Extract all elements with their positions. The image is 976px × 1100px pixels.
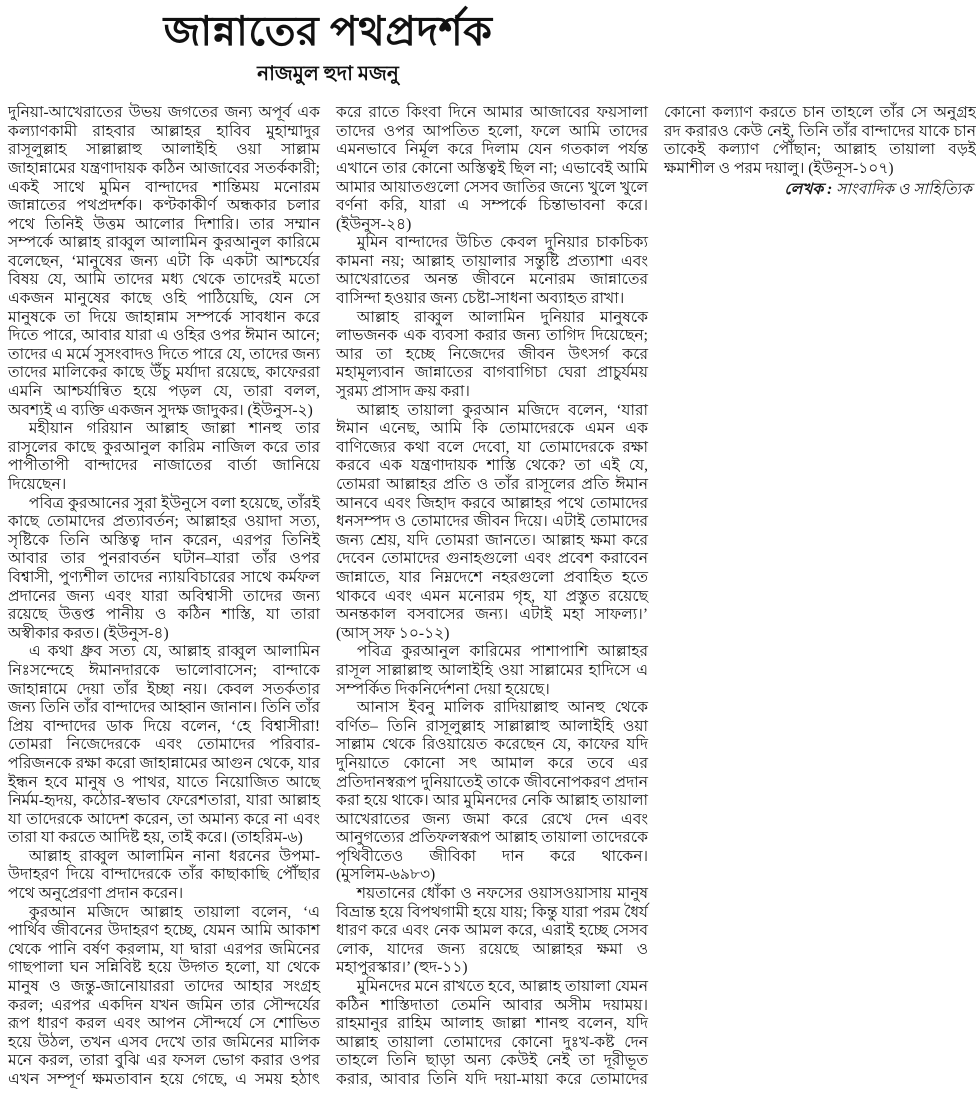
paragraph: দুনিয়া-আখেরাতের উভয় জগতের জন্য অপূর্ব এক কল্যাণকামী রাহবার আল্লাহর হাবিব মুহাম্মাদুর রাসূলুল্লাহ সাল্লাল্লাহু আলাইহি ওয়া সাল্লাম জাহান্নামের যন্ত্রণাদায়ক কঠিন আজাবের সতর্ককারী; একই সাথে মুমিন বান্দাদের শান্তিময় মনোরম জান্নাতের পথপ্রদর্শক। কণ্টকাকীর্ণ অন্ধকার চলার পথে তিনিই উত্তম আলোর দিশারি। তার সম্মান সম্পর্কে আল্লাহ রাব্বুল আলামিন কুরআনুল কারিমে বলেছেন, ‘মানুষের জন্য এটা কি একটা আশ্চর্যের বিষয় যে, আমি তাদের মধ্য থেকে তাদেরই মতো একজন মানুষের কাছে ওহি পাঠিয়েছি, যেন সে মানুষকে তা দিয়ে জাহান্নাম সম্পর্কে সাবধান করে দিতে পারে, আবার যারা এ ওহির ওপর ঈমান আনে; তাদের এ মর্মে সুসংবাদও দিতে পারে যে, তাদের জন্য তাদের মালিকের কাছে উঁচু মর্যাদা রয়েছে, কাফেররা এমনি আশ্চর্যান্বিত হয়ে পড়ল যে, তারা বলল, অবশ্যই এ ব্যক্তি একজন সুদক্ষ জাদুকর। (ইউনুস-২) [8, 104, 320, 419]
paragraph: এ কথা ধ্রুব সত্য যে, আল্লাহ রাব্বুল আলামিন নিঃসন্দেহে ঈমানদারকে ভালোবাসেন; বান্দাকে জাহান্নামে দেয়া তাঁর ইচ্ছা নয়। কেবল সতর্কতার জন্য তিনি তাঁর বান্দাদের আহ্বান জানান। তিনি তাঁর প্রিয় বান্দাদের ডাক দিয়ে বলেন, ‘হে বিশ্বাসীরা! তোমরা নিজেদেরকে এবং তোমাদের পরিবার-পরিজনকে রক্ষা করো জাহান্নামের আগুন থেকে, যার ইন্ধন হবে মানুষ ও পাথর, যাতে নিয়োজিত আছে নির্মম-হৃদয়, কঠোর-স্বভাব ফেরেশতারা, যারা আল্লাহ যা তাদেরকে আদেশ করেন, তা অমান্য করে না এবং তারা যা করতে আদিষ্ট হয়, তাই করে। (তাহরিম-৬) [8, 643, 320, 847]
paragraph: আল্লাহ তায়ালা কুরআন মজিদে বলেন, ‘যারা ঈমান এনেছ, আমি কি তোমাদেরকে এমন এক বাণিজ্যের কথা বলে দেবো, যা তোমাদেরকে রক্ষা করবে এক যন্ত্রণাদায়ক শাস্তি থেকে? তা এই যে, তোমরা আল্লাহর প্রতি ও তাঁর রাসূলের প্রতি ঈমান আনবে এবং জিহাদ করবে আল্লাহর পথে তোমাদের ধনসম্পদ ও তোমাদের জীবন দিয়ে। এটাই তোমাদের জন্য শ্রেয়, যদি তোমরা জানতে। আল্লাহ ক্ষমা করে দেবেন তোমাদের গুনাহগুলো এবং প্রবেশ করাবেন জান্নাতে, যার নিম্নদেশে নহরগুলো প্রবাহিত হতে থাকবে এবং এমন মনোরম গৃহ, যা প্রস্তুত রয়েছে অনন্তকাল বসবাসের জন্য। এটাই মহা সাফল্য।’ (আস্ সফ ১০-১২) [336, 401, 648, 642]
article-body [8, 104, 976, 1094]
byline-label: লেখক : [784, 180, 833, 198]
byline-text: সাংবাদিক ও সাহিত্যিক [836, 180, 972, 198]
paragraph: পবিত্র কুরআনের সুরা ইউনুসে বলা হয়েছে, তাঁরই কাছে তোমাদের প্রত্যাবর্তন; আল্লাহর ওয়াদা সত্য, সৃষ্টিকে তিনি অস্তিত্ব দান করেন, এরপর তিনিই আবার তার পুনরাবর্তন ঘটান–যারা তাঁর ওপর বিশ্বাসী, পুণ্যশীল তাদের ন্যায়বিচারের সাথে কর্মফল প্রদানের জন্য এবং যারা অবিশ্বাসী তাদের জন্য রয়েছে উত্তপ্ত পানীয় ও কঠিন শাস্তি, যা তারা অস্বীকার করত। (ইউনুস-৪) [8, 494, 320, 642]
paragraph: শয়তানের ধোঁকা ও নফসের ওয়াসওয়াসায় মানুষ বিভ্রান্ত হয়ে বিপথগামী হয়ে যায়; কিন্তু যারা পরম ধৈর্য ধারণ করে এবং নেক আমল করে, এরাই হচ্ছে সেসব লোক, যাদের জন্য রয়েছে আল্লাহর ক্ষমা ও মহাপুরস্কার।’ (হুদ-১১) [336, 885, 648, 977]
paragraph: মুমিনদের মনে রাখতে হবে, আল্লাহ তায়ালা যেমন কঠিন শাস্তিদাতা তেমনি আবার অসীম দয়াময়। রাহমানুর রাহিম আলাহ জাল্লা শানহু বলেন, যদি আল্লাহ তায়ালা তোমাদের কোনো দুঃখ-কষ্ট দেন তাহলে তিনি ছাড়া অন্য কেউই নেই তা দূরীভূত করার, আবার তিনি যদি দয়া-মায়া করে তোমাদের কোনো কল্যাণ করতে চান তাহলে তাঁর সে অনুগ্রহ রদ করারও কেউ নেই, তিনি তাঁর বান্দাদের যাকে চান তাকেই কল্যাণ পৌঁছান; আল্লাহ তায়ালা বড়ই ক্ষমাশীল ও পরম দয়ালু। (ইউনূস-১০৭) [336, 104, 976, 1089]
masthead [8, 8, 648, 92]
paragraph: পবিত্র কুরআনুল কারিমের পাশাপাশি আল্লাহর রাসূল সাল্লাল্লাহু আলাইহি ওয়া সাল্লামের হাদিসে এ সম্পর্কিত দিকনির্দেশনা দেয়া হয়েছে। [336, 643, 648, 698]
paragraph: মহীয়ান গরিয়ান আল্লাহ জাল্লা শানহু তার রাসূলের কাছে কুরআনুল কারিম নাজিল করে তার পাপীতাপী বান্দাদের নাজাতের বার্তা জানিয়ে দিয়েছেন। [8, 420, 320, 494]
article-title: জান্নাতের পথপ্রদর্শক [163, 8, 493, 54]
article-author: নাজমুল হুদা মজনু [257, 63, 399, 86]
paragraph: আল্লাহ রাব্বুল আলামিন দুনিয়ার মানুষকে লাভজনক এক ব্যবসা করার জন্য তাগিদ দিয়েছেন; আর তা হচ্ছে নিজেদের জীবন উৎসর্গ করে মহামূল্যবান জান্নাতের বাগবাগিচা ঘেরা প্রাচুর্যময় সুরম্য প্রাসাদ ক্রয় করা। [336, 308, 648, 401]
paragraph: মুমিন বান্দাদের উচিত কেবল দুনিয়ার চাকচিক্য কামনা নয়; আল্লাহ তায়ালার সন্তুষ্টি প্রত্যাশা এবং আখেরাতের অনন্ত জীবনে মনোরম জান্নাতের বাসিন্দা হওয়ার জন্য চেষ্টা-সাধনা অব্যাহত রাখা। [336, 234, 648, 308]
paragraph: আনাস ইবনু মালিক রাদিয়াল্লাহু আনহু থেকে বর্ণিত– তিনি রাসূলুল্লাহ সাল্লাল্লাহু আলাইহি ওয়া সাল্লাম থেকে রিওয়ায়েত করেছেন যে, কাফের যদি দুনিয়াতে কোনো সৎ আমাল করে তবে এর প্রতিদানস্বরূপ দুনিয়াতেই তাকে জীবনোপকরণ প্রদান করা হয়ে থাকে। আর মুমিনদের নেকি আল্লাহ তায়ালা আখেরাতের জন্য জমা করে রেখে দেন এবং আনুগত্যের প্রতিফলস্বরূপ আল্লাহ তায়ালা তাদেরকে পৃথিবীতেও জীবিকা দান করে থাকেন। (মুসলিম-৬৯৮৩) [336, 699, 648, 884]
paragraph: আল্লাহ রাব্বুল আলামিন নানা ধরনের উপমা-উদাহরণ দিয়ে বান্দাদেরকে তাঁর কাছাকাছি পৌঁছার পথে অনুপ্রেরণা প্রদান করেন। [8, 847, 320, 903]
byline [664, 181, 976, 200]
paragraph: কুরআন মজিদে আল্লাহ তায়ালা বলেন, ‘এ পার্থিব জীবনের উদাহরণ হচ্ছে, যেমন আমি আকাশ থেকে পানি বর্ষণ করলাম, যা দ্বারা এরপর জমিনের গাছপালা ঘন সন্নিবিষ্ট হয়ে উদ্গত হলো, যা থেকে মানুষ ও জন্তু-জানোয়াররা তাদের আহার সংগ্রহ করল; এরপর একদিন যখন জমিন তার সৌন্দর্যের রূপ ধারণ করল এবং আপন সৌন্দর্যে সে শোভিত হয়ে উঠল, তখন এসব দেখে তার জমিনের মালিক মনে করল, তারা বুঝি এর ফসল ভোগ করার ওপর এখন সম্পূর্ণ ক্ষমতাবান হয়ে গেছে, এ সময় হঠাৎ করে রাতে কিংবা দিনে আমার আজাবের ফয়সালা তাদের ওপর আপতিত হলো, ফলে আমি তাদের এমনভাবে নির্মূল করে দিলাম যেন গতকাল পর্যন্ত এখানে তার কোনো অস্তিত্বই ছিল না; এভাবেই আমি আমার আয়াতগুলো সেসব জাতির জন্যে খুলে খুলে বর্ণনা করি, যারা এ সম্পর্কে চিন্তাভাবনা করে। (ইউনুস-২৪) [8, 104, 648, 1089]
